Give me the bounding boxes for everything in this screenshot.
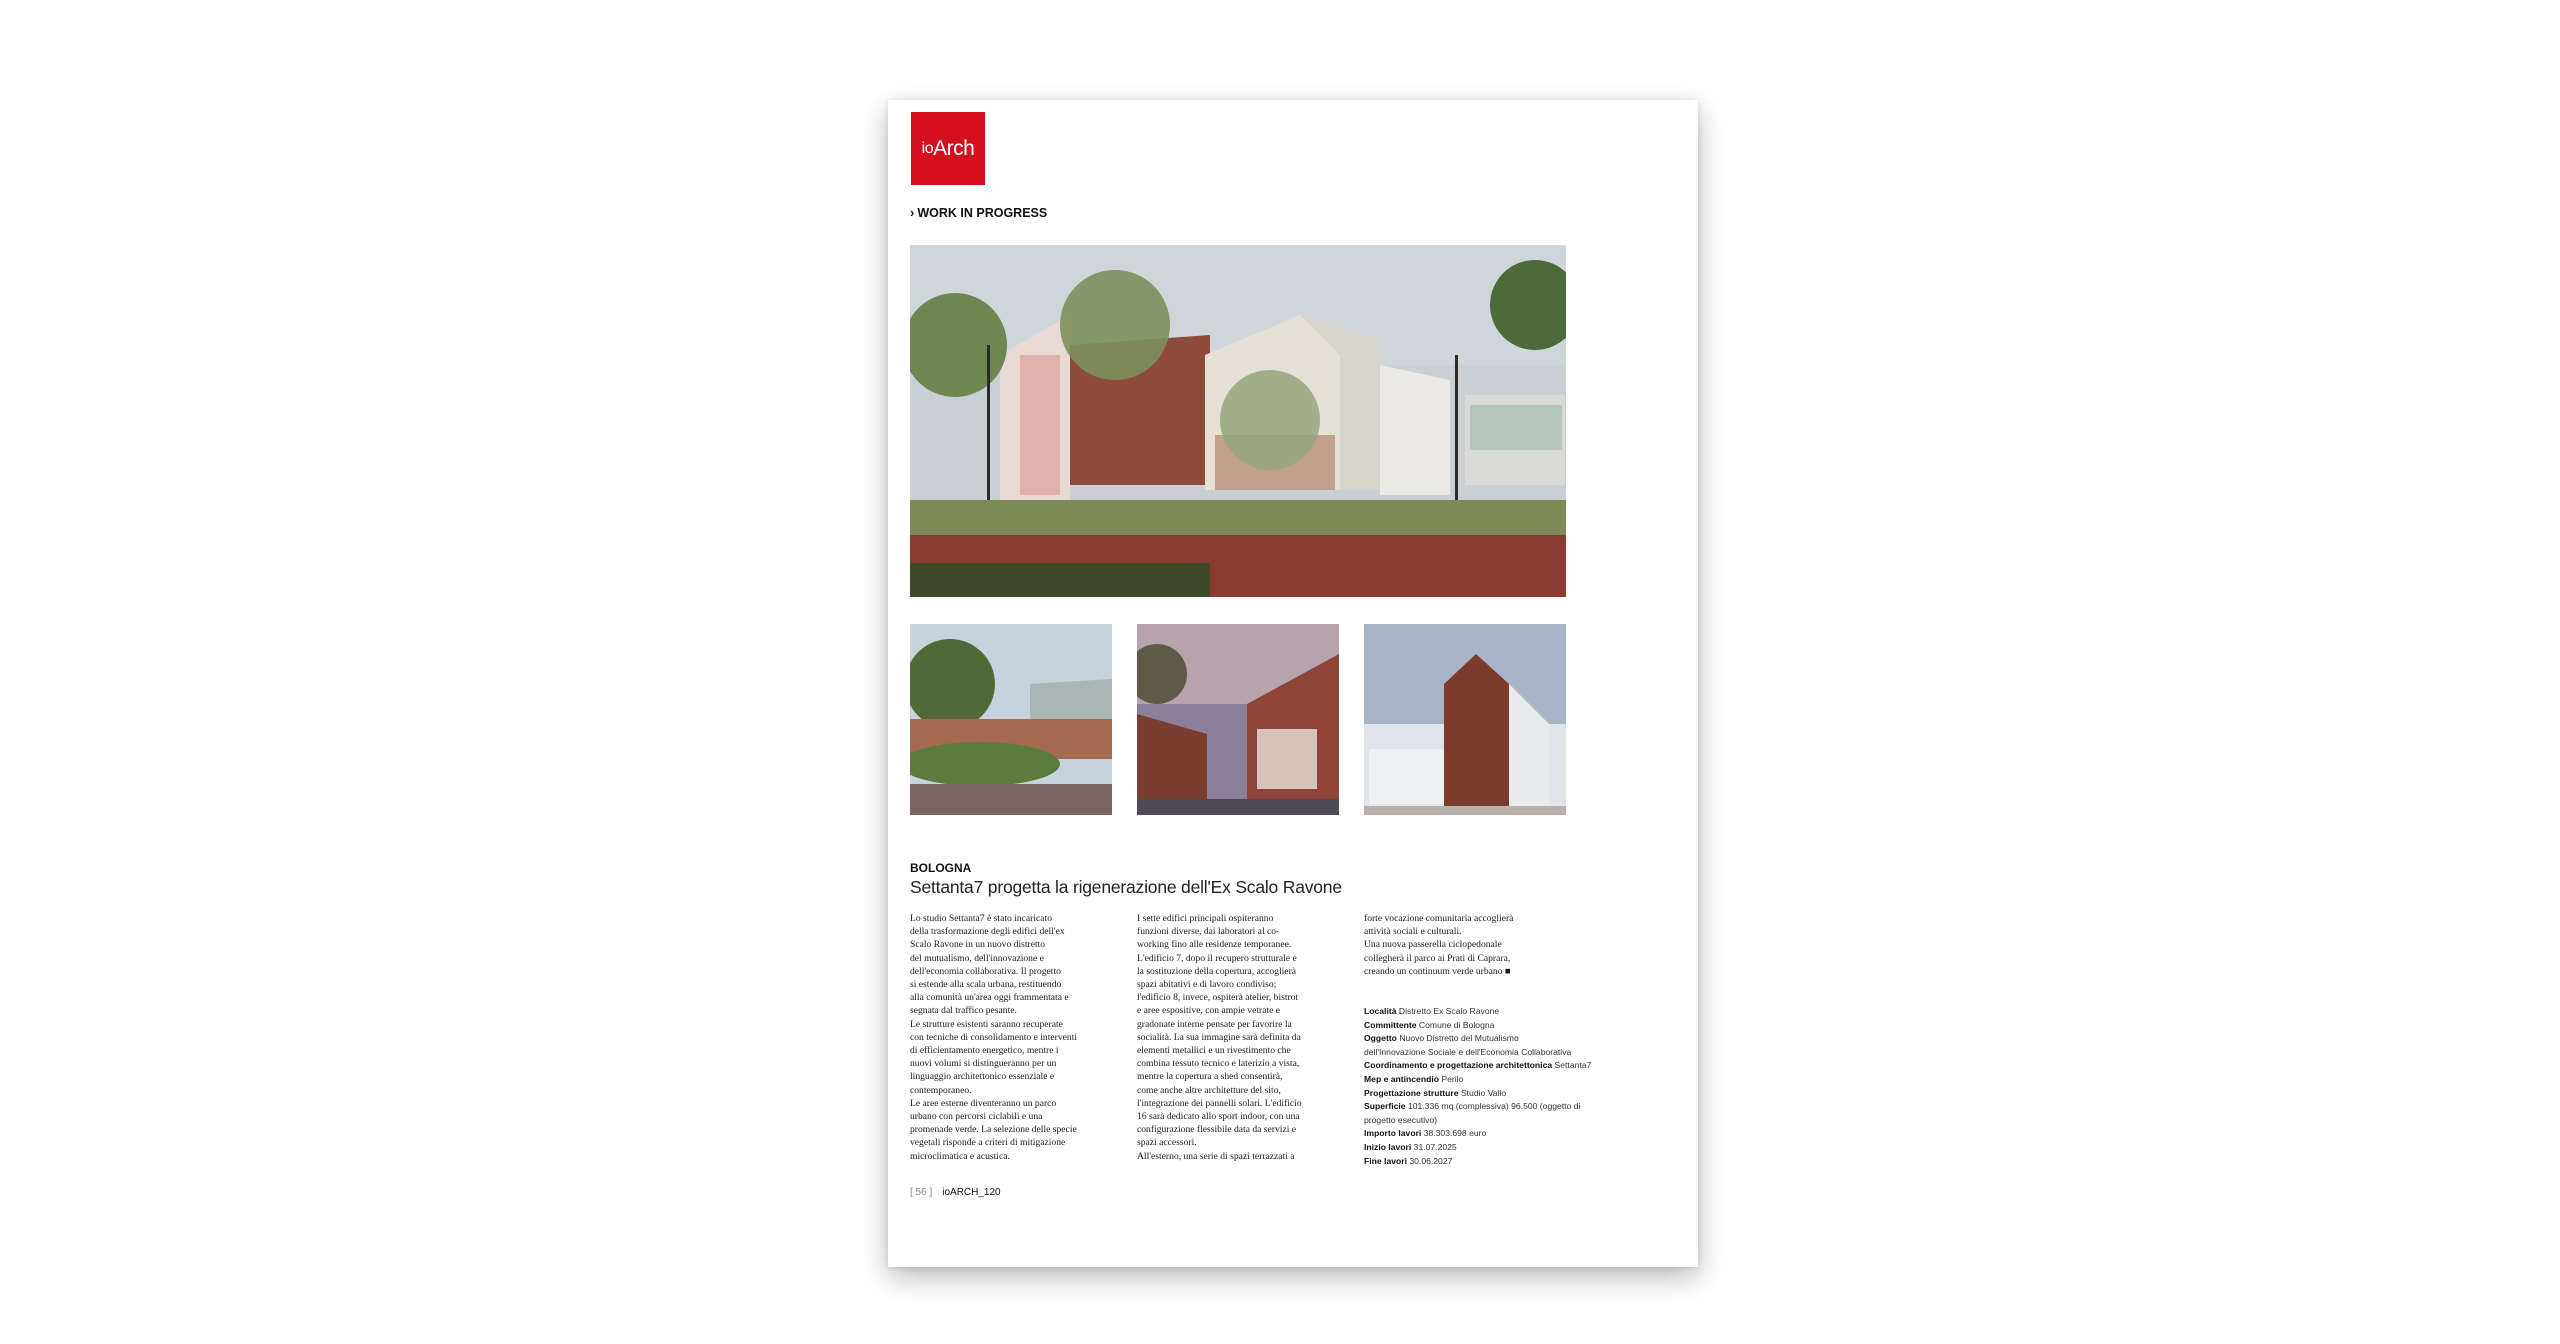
article-text-line: e aree espositive, con ampie vetrate e — [1137, 1005, 1281, 1017]
fact-key: Mep e antincendio — [1364, 1073, 1439, 1084]
article-headline: Settanta7 progetta la rigenerazione dell'Ex Scalo Ravone — [910, 877, 1342, 897]
fact-row — [1364, 1046, 1574, 1060]
fact-row — [1364, 1073, 1574, 1087]
fact-row — [1364, 1127, 1574, 1141]
fact-row — [1364, 1141, 1574, 1155]
article-text-line: forte vocazione comunitaria accoglierà — [1364, 913, 1514, 924]
fact-value: Comune di Bologna — [1418, 1019, 1495, 1030]
fact-row — [1364, 1087, 1574, 1101]
fact-row — [1364, 1059, 1592, 1073]
article-text-line: Le aree esterne diventeranno un parco — [910, 1097, 1057, 1109]
article-text-line: configurazione flessibile data da servizi e — [1137, 1124, 1297, 1136]
article-text-line: nuovi volumi si distingueranno per un — [910, 1058, 1057, 1070]
fact-key: Committente — [1364, 1019, 1417, 1030]
fact-value: 38.303.698 euro — [1423, 1128, 1487, 1139]
fact-value: progetto esecutivo) — [1364, 1114, 1438, 1125]
article-text-line: come anche altre architetture del sito, — [1137, 1084, 1281, 1096]
article-text-line: alla comunità un'area oggi frammentata e — [910, 992, 1069, 1004]
article-column-2 — [1137, 912, 1339, 1163]
article-text-line: elementi metallici e un rivestimento che — [1137, 1045, 1291, 1057]
hero-rendering-image — [910, 245, 1566, 597]
article-text-line: l'edificio 8, invece, ospiterà atelier, bistrot — [1137, 992, 1299, 1004]
article-text-line: spazi accessori. — [1137, 1137, 1197, 1149]
article-column-3 — [1364, 912, 1566, 978]
logo-prefix: io — [921, 139, 934, 157]
article-text-line: Una nuova passerella ciclopedonale — [1364, 939, 1502, 951]
article-text-line: con tecniche di consolidamento e interventi — [910, 1031, 1078, 1043]
fact-row — [1364, 1114, 1574, 1128]
fact-key: Fine lavori — [1364, 1155, 1407, 1166]
fact-row — [1364, 1019, 1574, 1033]
section-title: WORK IN PROGRESS — [917, 205, 1048, 220]
fact-value: 30.06.2027 — [1409, 1155, 1453, 1166]
fact-value: Perilo — [1441, 1073, 1464, 1084]
article-text-line: attività sociali e culturali. — [1364, 926, 1462, 938]
fact-value: Settanta7 — [1554, 1060, 1592, 1071]
fact-row — [1364, 1005, 1574, 1019]
fact-value: Distretto Ex Scalo Ravone — [1398, 1006, 1500, 1016]
article-text-line: vegetali risponde a criteri di mitigazione — [910, 1137, 1066, 1149]
article-text-line: urbano con percorsi ciclabili e una — [910, 1111, 1043, 1123]
page-number: [ 56 ] — [910, 1187, 933, 1198]
article-column-1 — [910, 912, 1112, 1163]
fact-key: Importo lavori — [1364, 1128, 1422, 1139]
project-facts — [1364, 1005, 1592, 1168]
fact-value: 101.336 mq (complessiva) 96.500 (oggetto di — [1407, 1101, 1581, 1112]
article-text-line: I sette edifici principali ospiteranno — [1137, 913, 1274, 924]
fact-key: Oggetto — [1364, 1033, 1397, 1044]
article-text-line: L'edificio 7, dopo il recupero strutturale e — [1137, 952, 1297, 964]
article-text-line: socialità. La sua immagine sarà definita da — [1137, 1031, 1301, 1043]
article-text-line: Lo studio Settanta7 è stato incaricato — [910, 913, 1052, 924]
article-text-line: la sostituzione della copertura, accoglierà — [1137, 965, 1297, 977]
article-text-line: di efficientamento energetico, mentre i — [910, 1045, 1059, 1057]
magazine-issue: ioARCH_120 — [942, 1187, 1001, 1198]
article-text-line: linguaggio architettonico essenziale e — [910, 1071, 1055, 1083]
fact-value: Nuovo Distretto del Mutualismo — [1399, 1033, 1519, 1044]
fact-row — [1364, 1155, 1574, 1169]
fact-value: 31.07.2025 — [1413, 1141, 1457, 1152]
logo-name: Arch — [933, 136, 975, 160]
article-text-line: Le strutture esistenti saranno recuperate — [910, 1018, 1063, 1030]
fact-key: Superficie — [1364, 1101, 1406, 1112]
chevron-right-icon: › — [910, 205, 915, 220]
fact-value: Studio Vallo — [1460, 1087, 1507, 1098]
article-text-line: Scalo Ravone in un nuovo distretto — [910, 939, 1046, 951]
article-text-line: funzioni diverse, dai laboratori al co- — [1137, 926, 1280, 938]
article-text-line: working fino alle residenze temporanee. — [1137, 939, 1292, 951]
article-text-line: collegherà il parco ai Prati di Caprara, — [1364, 952, 1511, 964]
article-text-line: si estende alla scala urbana, restituendo — [910, 979, 1062, 991]
article-text-line: dell'economia collaborativa. Il progetto — [910, 965, 1061, 977]
article-text-line: del mutualismo, dell'innovazione e — [910, 952, 1044, 964]
brick-tower-building-image — [1364, 624, 1566, 815]
courtyard-garden-image — [910, 624, 1112, 815]
article-text-line: mentre la copertura a shed consentirà, — [1137, 1071, 1283, 1083]
ioarch-logo — [911, 112, 985, 185]
article-text-line: microclimatica e acustica. — [910, 1150, 1010, 1162]
article-text-line: contemporaneo. — [910, 1084, 972, 1096]
fact-key: Progettazione strutture — [1364, 1087, 1459, 1098]
article-location: BOLOGNA — [910, 861, 972, 875]
fact-key: Coordinamento e progettazione architettonica — [1364, 1060, 1553, 1071]
article-text-line: della trasformazione degli edifici dell'ex — [910, 926, 1065, 938]
article-text-line: 16 sarà dedicato allo sport indoor, con una — [1137, 1111, 1300, 1123]
section-label — [910, 205, 1047, 220]
article-text-line: l'integrazione dei pannelli solari. L'edificio — [1137, 1097, 1302, 1109]
article-text-line: combina tessuto tecnico e laterizio a vista, — [1137, 1058, 1300, 1070]
article-text-line: promenade verde. La selezione delle specie — [910, 1124, 1077, 1136]
page-footer — [910, 1187, 1001, 1198]
fact-key: Località — [1364, 1006, 1397, 1016]
article-text-line: spazi abitativi e di lavoro condiviso; — [1137, 979, 1277, 991]
article-text-line: creando un continuum verde urbano ■ — [1364, 965, 1511, 977]
fact-value: dell'Innovazione Sociale e dell'Economia Collaborativa — [1364, 1046, 1572, 1057]
fact-key: Inizio lavori — [1364, 1141, 1412, 1152]
article-text-line: gradonate interne pensate per favorire la — [1137, 1018, 1292, 1030]
fact-row — [1364, 1100, 1581, 1114]
magazine-page — [888, 100, 1698, 1267]
brick-buildings-street-image — [1137, 624, 1339, 815]
fact-row — [1364, 1032, 1574, 1046]
article-text-line: segnata dal traffico pesante. — [910, 1005, 1017, 1017]
article-text-line: All'esterno, una serie di spazi terrazzati a — [1137, 1150, 1295, 1162]
